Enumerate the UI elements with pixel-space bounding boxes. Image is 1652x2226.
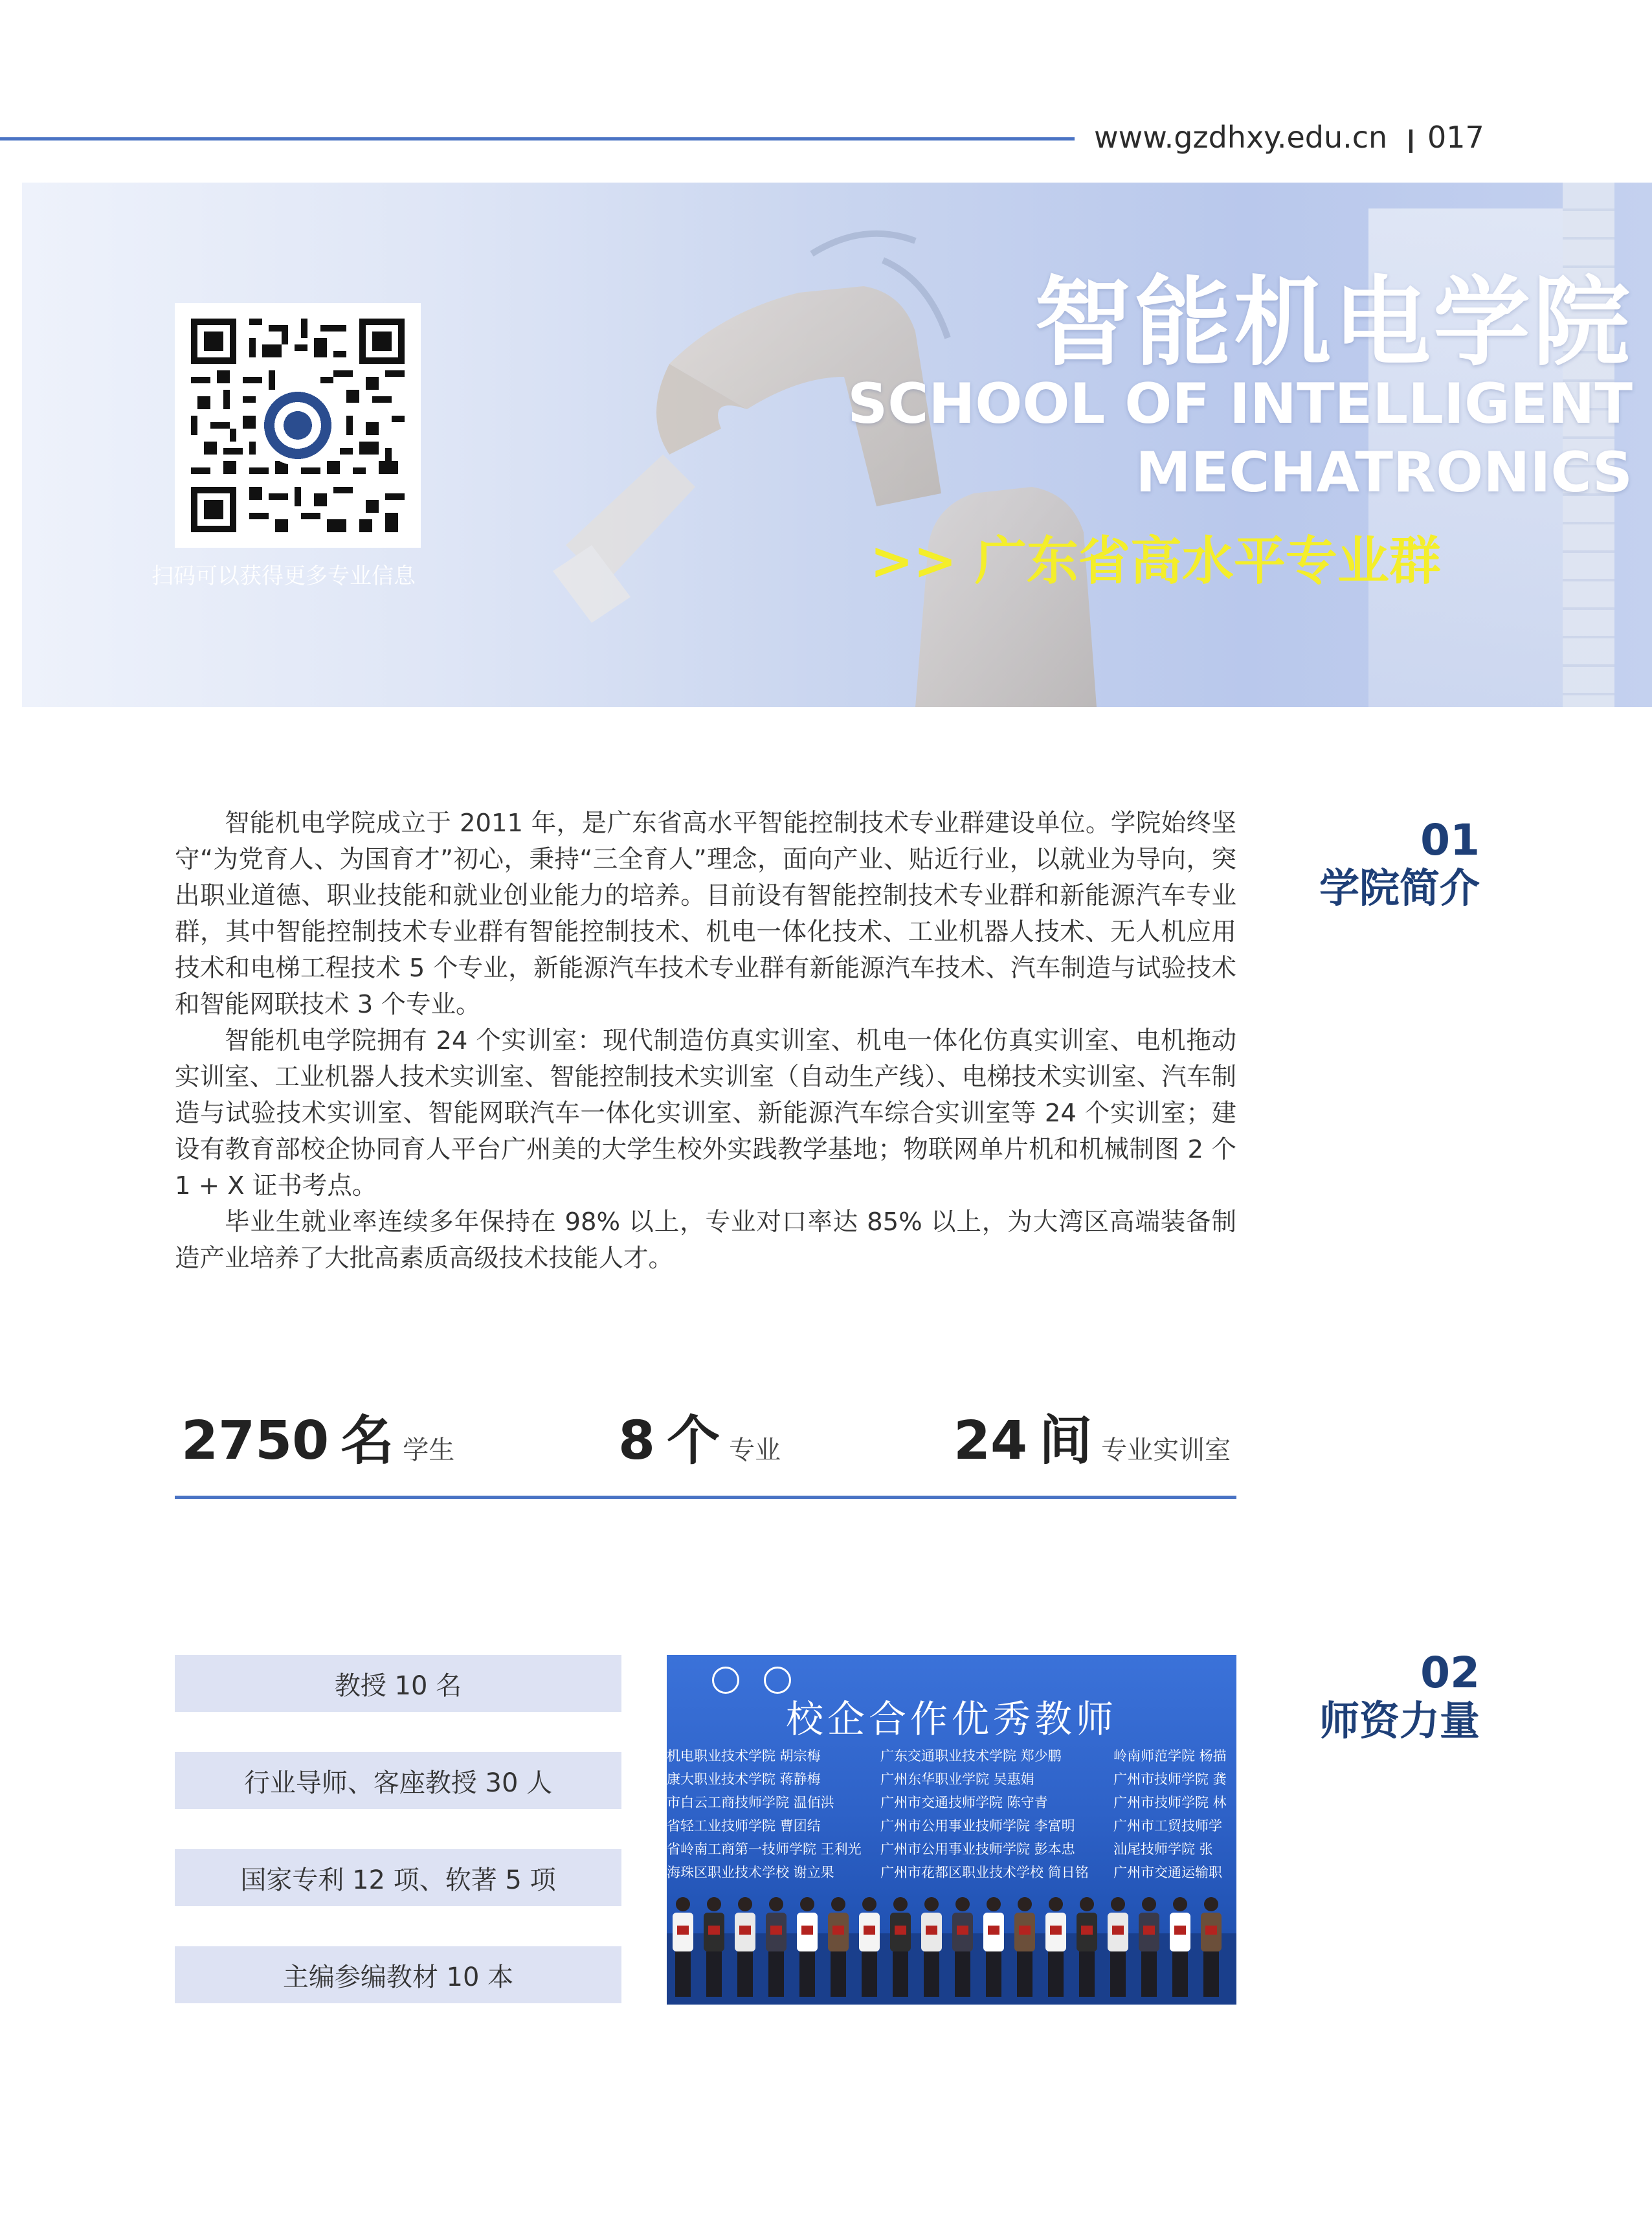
intro-paragraph: 智能机电学院拥有 24 个实训室：现代制造仿真实训室、机电一体化仿真实训室、电机拖动实训室、工业机器人技术实训室、智能控制技术实训室（自动生产线）、电梯技术实训室、汽车制造与试验技术实训室、智能网联汽车一体化实训室、新能源汽车综合实训室等 24 个实训室；建设有教育部校企协同育人平台广州美的大学生校外实践教学基地；物联网单片机和机械制图 2 个 1 + X 证书考点。 — [175, 1026, 1236, 1200]
person-legs — [955, 1951, 970, 1997]
qr-code[interactable] — [175, 303, 421, 548]
certificate — [1081, 1926, 1093, 1935]
certificate — [770, 1926, 782, 1935]
person-head — [676, 1897, 690, 1911]
person-head — [987, 1897, 1001, 1911]
certificate — [1019, 1926, 1031, 1935]
certificate — [801, 1926, 813, 1935]
honoree-name: 广州市交通运输职 — [1113, 1865, 1222, 1880]
honoree-name: 广州东华职业学院 吴惠娟 — [880, 1771, 1034, 1787]
stat-label: 学生 — [403, 1435, 455, 1465]
school-title-chinese: 智能机电学院 — [1034, 267, 1633, 379]
faculty-item: 行业导师、客座教授 30 人 — [175, 1752, 621, 1809]
person-legs — [1172, 1951, 1188, 1997]
page-number: 017 — [1427, 120, 1484, 155]
person-legs — [799, 1951, 815, 1997]
person-head — [800, 1897, 814, 1911]
hero-banner — [22, 183, 1652, 707]
certificate — [988, 1926, 999, 1935]
honoree-name: 省岭南工商第一技师学院 王利光 — [667, 1841, 862, 1857]
stats-divider — [175, 1496, 1236, 1499]
certificate — [832, 1926, 844, 1935]
honoree-name: 汕尾技师学院 张 — [1113, 1841, 1213, 1857]
certificate — [1205, 1926, 1217, 1935]
faculty-item: 教授 10 名 — [175, 1655, 621, 1712]
photo-backdrop-title: 校企合作优秀教师 — [785, 1697, 1117, 1741]
faculty-item: 国家专利 12 项、软著 5 项 — [175, 1849, 621, 1906]
certificate — [957, 1926, 968, 1935]
certificate — [708, 1926, 720, 1935]
person-head — [1111, 1897, 1125, 1911]
honoree-name: 广州市技师学院 林 — [1113, 1795, 1227, 1810]
certificate — [895, 1926, 906, 1935]
honoree-name: 广州市公用事业技师学院 彭本忠 — [880, 1841, 1075, 1857]
person-head — [1204, 1897, 1218, 1911]
honoree-name: 省轻工业技师学院 曹团结 — [667, 1818, 821, 1834]
page-separator — [1409, 129, 1412, 153]
stat-label: 专业实训室 — [1101, 1435, 1231, 1465]
person-head — [1173, 1897, 1187, 1911]
person-legs — [1141, 1951, 1157, 1997]
person-legs — [1203, 1951, 1219, 1997]
intro-text — [175, 805, 1236, 1277]
person-legs — [924, 1951, 939, 1997]
person-head — [1018, 1897, 1032, 1911]
certificate — [739, 1926, 751, 1935]
qr-code-icon — [191, 319, 405, 532]
section-faculty-label — [1319, 1650, 1480, 1745]
award-ceremony-photo — [667, 1655, 1236, 2005]
honoree-name: 康大职业技术学院 蒋静梅 — [667, 1771, 821, 1787]
intro-paragraph: 毕业生就业率连续多年保持在 98% 以上，专业对口率达 85% 以上，为大湾区高端装备制造产业培养了大批高素质高级技术技能人才。 — [175, 1208, 1236, 1273]
person-head — [1080, 1897, 1094, 1911]
honorees-group-illustration — [667, 1655, 1236, 2005]
person-legs — [1110, 1951, 1126, 1997]
certificate — [864, 1926, 875, 1935]
stat-labs — [954, 1399, 1231, 1474]
person-legs — [1017, 1951, 1032, 1997]
person-head — [707, 1897, 721, 1911]
person-legs — [1079, 1951, 1095, 1997]
certificate — [1174, 1926, 1186, 1935]
person-legs — [768, 1951, 784, 1997]
certificate — [1050, 1926, 1062, 1935]
stat-unit: 个 — [667, 1410, 720, 1472]
stat-number: 8 — [618, 1410, 656, 1472]
section-title: 学院简介 — [1319, 864, 1480, 912]
section-number: 02 — [1420, 1648, 1480, 1698]
person-legs — [675, 1951, 691, 1997]
honoree-name: 广州市工贸技师学 — [1113, 1818, 1222, 1834]
section-intro-label — [1319, 817, 1480, 912]
person-head — [769, 1897, 783, 1911]
person-legs — [893, 1951, 908, 1997]
certificate — [1143, 1926, 1155, 1935]
stat-label: 专业 — [729, 1435, 781, 1465]
stat-number: 24 — [954, 1410, 1028, 1472]
honoree-name: 广州市技师学院 龚 — [1113, 1771, 1227, 1787]
section-number: 01 — [1420, 815, 1480, 865]
honoree-name: 广州市公用事业技师学院 李富明 — [880, 1818, 1075, 1834]
person-legs — [706, 1951, 722, 1997]
qr-caption: 扫码可以获得更多专业信息 — [151, 563, 416, 589]
website-url[interactable]: www.gzdhxy.edu.cn — [1094, 120, 1388, 155]
stat-unit: 间 — [1039, 1410, 1093, 1472]
honoree-name: 海珠区职业技术学校 谢立果 — [667, 1865, 834, 1880]
certificate — [1112, 1926, 1124, 1935]
person-head — [862, 1897, 876, 1911]
school-title-english-line2: MECHATRONICS — [1135, 440, 1633, 505]
stat-unit: 名 — [340, 1410, 394, 1472]
person-legs — [1048, 1951, 1064, 1997]
honoree-name: 广东交通职业技术学院 郑少鹏 — [880, 1748, 1062, 1764]
section-title: 师资力量 — [1319, 1696, 1480, 1744]
person-head — [1142, 1897, 1156, 1911]
school-title-english-line1: SCHOOL OF INTELLIGENT — [847, 372, 1633, 436]
person-head — [924, 1897, 939, 1911]
person-legs — [737, 1951, 753, 1997]
person-head — [1049, 1897, 1063, 1911]
person-legs — [986, 1951, 1001, 1997]
stat-number: 2750 — [181, 1410, 329, 1472]
person-legs — [862, 1951, 877, 1997]
honoree-name: 市白云工商技师学院 温佰洪 — [667, 1795, 834, 1810]
intro-paragraph: 智能机电学院成立于 2011 年，是广东省高水平智能控制技术专业群建设单位。学院始终坚守“为党育人、为国育才”初心，秉持“三全育人”理念，面向产业、贴近行业，以就业为导向，突出职业道德、职业技能和就业创业能力的培养。目前设有智能控制技术专业群和新能源汽车专业群，其中智能控制技术专业群有智能控制技术、机电一体化技术、工业机器人技术、无人机应用技术和电梯工程技术 5 个专业，新能源汽车技术专业群有新能源汽车技术、汽车制造与试验技术和智能网联技术 3 个专业。 — [175, 809, 1236, 1019]
honoree-name: 岭南师范学院 杨描 — [1113, 1748, 1227, 1764]
person-legs — [831, 1951, 846, 1997]
person-head — [831, 1897, 845, 1911]
faculty-item: 主编参编教材 10 本 — [175, 1946, 621, 2003]
certificate — [677, 1926, 689, 1935]
honoree-name: 广州市花都区职业技术学校 简日铭 — [880, 1865, 1089, 1880]
certificate — [926, 1926, 937, 1935]
honoree-name: 广州市交通技师学院 陈守青 — [880, 1795, 1048, 1810]
header-rule — [0, 137, 1075, 141]
stat-majors — [618, 1399, 781, 1474]
person-head — [738, 1897, 752, 1911]
honoree-name: 机电职业技术学院 胡宗梅 — [667, 1748, 821, 1764]
person-head — [955, 1897, 970, 1911]
tagline: >> 广东省高水平专业群 — [870, 531, 1441, 591]
stat-students — [181, 1399, 454, 1474]
person-head — [893, 1897, 908, 1911]
